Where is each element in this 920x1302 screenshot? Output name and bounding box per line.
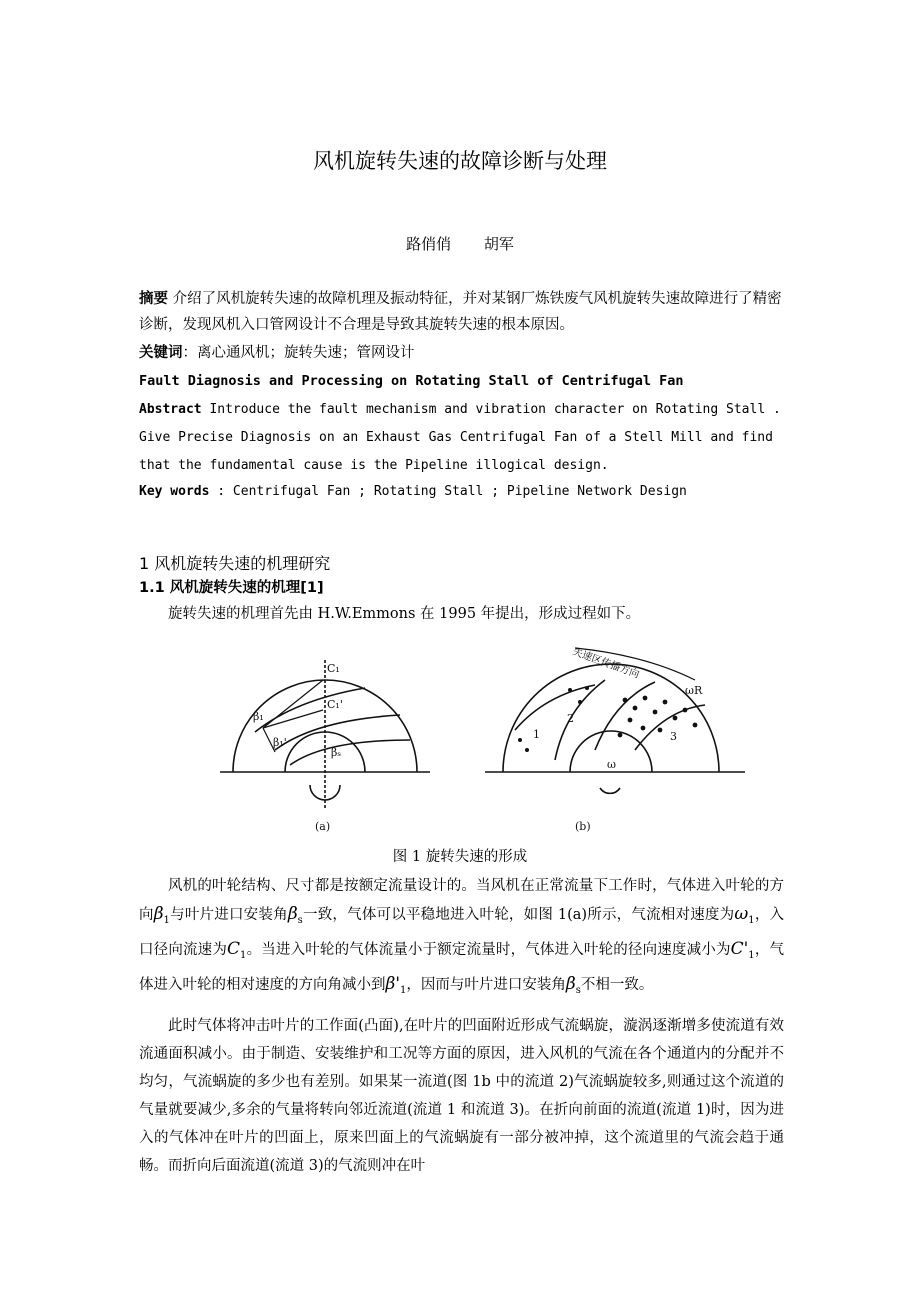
abstract-zh (139, 286, 784, 338)
symbol-c1: C (227, 938, 241, 959)
label-omega: ω (607, 758, 616, 771)
abstract-zh-text: 介绍了风机旋转失速的故障机理及振动特征，并对某钢厂炼铁废气风机旋转失速故障进行了精密诊断，发现风机入口管网设计不合理是导致其旋转失速的根本原因。 (139, 291, 782, 333)
paragraph: 此时气体将冲击叶片的工作面(凸面),在叶片的凹面附近形成气流蜗旋，漩涡逐渐增多使流道有效流通面积减小。由于制造、安装维护和工况等方面的原因，进入风机的气流在各个通道内的分配并不均匀，气流蜗旋的多少也有差别。如果某一流道(图 1b 中的流道 2)气流蜗旋较多,则通过这个流道的气量就要减少,多余的气量将转向邻近流道(流道 1 和流道 3)。在折向前面的流道(流道 1)时，因为进入的气体冲在叶片的凹面上，原来凹面上的气流蜗旋有一部分被冲掉，这个流道里的气流会趋于通畅。而折向后面流道(流道 3)的气流则冲在叶 (139, 1018, 784, 1174)
velocity-c1p-arrow (263, 710, 323, 728)
paragraph: 旋转失速的机理首先由 H.W.Emmons 在 1995 年提出，形成过程如下。 (168, 606, 641, 622)
keywords-zh-label: 关键词 (139, 345, 183, 361)
keywords-en (139, 480, 784, 504)
blade-a2 (275, 715, 400, 750)
velocity-c1-arrow (263, 680, 323, 728)
label-betas: βₛ (331, 746, 342, 759)
label-omega-r: ωR (685, 684, 703, 697)
figure-caption: 图 1 旋转失速的形成 (392, 849, 528, 865)
abstract-en-text: Introduce the fault mechanism and vibration character on Rotating Stall . Give Precise Diagnosis on an Exhaust Gas Centrifugal Fan of a Stell Mill and find that the fundamental cause is the Pipeline illogical design. (139, 402, 781, 473)
rotation-arc-b (600, 788, 620, 793)
author-name: 路俏俏 (406, 235, 452, 253)
label-beta1: β₁ (253, 710, 264, 723)
subsection-heading: 1.1 风机旋转失速的机理[1] (139, 580, 324, 596)
section-heading: 1 风机旋转失速的机理研究 (139, 554, 331, 573)
paragraph: 风机的叶轮结构、尺寸都是按额定流量设计的。当风机在正常流量下工作时，气体进入叶轮的方向$\beta_1$与叶片进口安装角$\beta_s$一致，气体可以平稳地进入叶轮，如图 1(a)所示，气流相对速度为$\omega_1$，入口径向流速为$C_1$。当进入叶轮的气体流量小于额定流量时，气体进入叶轮的径向速度减小为$C'_1$，气体进入叶轮的相对速度的方向角减小到$\beta'_1$，因而与叶片进口安装角$\beta_s$不相一致。 (139, 878, 785, 996)
blade-b4 (635, 705, 705, 750)
paper-title: 风机旋转失速的故障诊断与处理 (313, 149, 607, 173)
symbol-omega1: ω (734, 904, 749, 924)
blade-b3 (595, 682, 655, 750)
symbol-betas: β (565, 973, 576, 994)
abstract-zh-label: 摘要 (139, 291, 168, 307)
label-channel-3: 3 (670, 730, 677, 743)
label-c1p: C₁' (327, 698, 343, 711)
keywords-en-text: : Centrifugal Fan ; Rotating Stall ; Pipeline Network Design (209, 484, 687, 499)
keywords-en-label: Key words (139, 484, 210, 499)
label-b: (b) (575, 820, 591, 833)
label-channel-2: 2 (567, 712, 574, 725)
keywords-zh (139, 341, 784, 365)
label-channel-1: 1 (533, 728, 540, 741)
abstract-en (139, 396, 784, 480)
blade-b1 (515, 685, 595, 730)
label-c1: C₁ (327, 662, 340, 675)
blade-a3 (290, 740, 410, 765)
blade-b2 (555, 680, 605, 760)
english-title: Fault Diagnosis and Processing on Rotating Stall of Centrifugal Fan (139, 373, 684, 389)
abstract-en-label: Abstract (139, 402, 202, 417)
symbol-beta1: β (153, 904, 164, 924)
outer-arc-b (503, 664, 719, 772)
author-name: 胡军 (483, 235, 514, 253)
author-list (0, 233, 920, 254)
figure-rotating-stall-diagram (215, 640, 755, 840)
label-a: (a) (315, 820, 331, 833)
symbol-beta1-prime: β' (385, 973, 401, 994)
keywords-zh-text: ：离心通风机；旋转失速；管网设计 (182, 345, 415, 361)
symbol-c1-prime: C' (730, 938, 749, 959)
label-stall-direction: 失速区传播方向 (570, 646, 641, 681)
symbol-betas: β (287, 904, 298, 924)
label-beta1p: β₁' (273, 736, 287, 749)
